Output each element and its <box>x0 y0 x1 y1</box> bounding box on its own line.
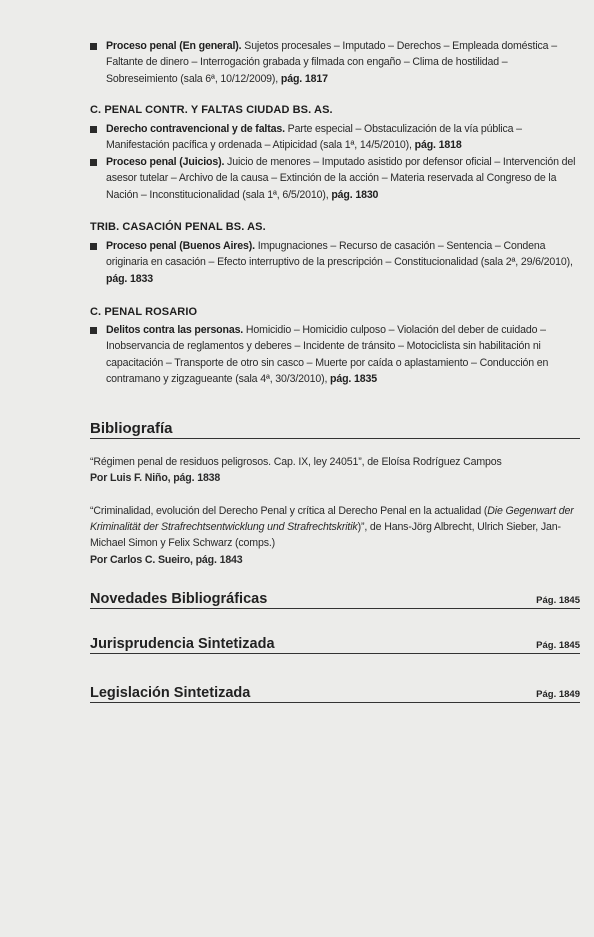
section-name: Jurisprudencia Sintetizada <box>90 636 275 652</box>
court-heading: C. PENAL ROSARIO <box>90 306 198 318</box>
index-entry-delitos-contra-las-personas <box>90 322 580 388</box>
entry-body: Sujetos procesales – Imputado – Derechos – Empleada doméstica – Faltante de dinero – Interrogación grabada y filmada con engaño – Clima de hostilidad – Sobreseimiento (sala 6ª, 10/12/2009), <box>106 40 557 85</box>
section-jurisprudencia-sintetizada <box>90 630 580 654</box>
entry-heading: Delitos contra las personas. <box>106 324 244 336</box>
entry-body: Parte especial – Obstaculización de la vía pública – Manifestación pacífica y ordenada – Atipicidad (sala 1ª, 14/5/2010), <box>106 123 522 152</box>
entry-page: pág. 1835 <box>330 373 377 386</box>
section-rule <box>90 702 580 703</box>
bibliography-text: “Criminalidad, evolución del Derecho Penal y crítica al Derecho Penal en la actualidad ( <box>90 505 488 517</box>
court-heading: TRIB. CASACIÓN PENAL BS. AS. <box>90 221 266 233</box>
entry-body: Homicidio – Homicidio culposo – Violación del deber de cuidado – Inobservancia de reglamentos y deberes – Incidente de tránsito – Motociclista sin habilitación ni capacitación – Transporte de otro sin casco – Muerte por caída o aplastamiento – Conducción en contramano y zigzagueante (sala 4ª, 30/3/2010), <box>106 324 549 386</box>
bibliography-text: “Régimen penal de residuos peligrosos. Cap. IX, ley 24051”, de Eloísa Rodríguez Campos <box>90 456 502 468</box>
section-novedades-bibliograficas <box>90 585 580 609</box>
bibliography-italic-title: Die Gegenwart der Kriminalität der Strafrechtsentwicklung und Strafrechtskritik <box>90 505 574 534</box>
entry-page: pág. 1833 <box>106 272 153 285</box>
entry-page: pág. 1830 <box>331 188 379 201</box>
bibliography-author: Por Luis F. Niño, pág. 1838 <box>90 472 221 485</box>
entry-heading: Proceso penal (En general). <box>106 40 242 52</box>
bullet-icon <box>90 159 97 166</box>
section-rule <box>90 653 580 654</box>
section-rule <box>90 608 580 609</box>
entry-body: Impugnaciones – Recurso de casación – Sentencia – Condena originaria en casación – Efecto interruptivo de la prescripción – Constitucionalidad (sala 2ª, 29/6/2010), <box>106 240 573 269</box>
entry-page: pág. 1818 <box>414 139 462 152</box>
bullet-icon <box>90 126 97 133</box>
bullet-icon <box>90 243 97 250</box>
entry-page: pág. 1817 <box>280 72 328 85</box>
court-heading: C. PENAL CONTR. Y FALTAS CIUDAD BS. AS. <box>90 104 333 116</box>
entry-heading: Derecho contravencional y de faltas. <box>106 123 285 135</box>
section-page: Pág. 1849 <box>536 689 580 700</box>
entry-heading: Proceso penal (Juicios). <box>106 156 225 168</box>
entry-heading: Proceso penal (Buenos Aires). <box>106 240 255 252</box>
bullet-icon <box>90 43 97 50</box>
section-rule <box>90 438 580 439</box>
entry-body: Juicio de menores – Imputado asistido por defensor oficial – Intervención del asesor tutelar – Archivo de la causa – Extinción de la acción – Materia reservada al Congreso de la Nación – Inconstitucionalidad (sala 1ª, 6/5/2010), <box>106 156 576 201</box>
bibliography-item <box>90 454 582 486</box>
bibliography-item <box>90 503 582 568</box>
index-entry-proceso-penal-general <box>90 38 580 87</box>
section-page: Pág. 1845 <box>536 640 580 651</box>
bibliography-author: Por Carlos C. Sueiro, pág. 1843 <box>90 553 243 566</box>
section-name: Legislación Sintetizada <box>90 685 251 701</box>
section-legislacion-sintetizada <box>90 679 580 703</box>
index-entry-proceso-penal-buenos-aires <box>90 238 580 287</box>
bibliografia-title: Bibliografía <box>90 420 173 437</box>
index-entry-proceso-penal-juicios <box>90 154 580 203</box>
section-page: Pág. 1845 <box>536 595 580 606</box>
bullet-icon <box>90 327 97 334</box>
index-entry-derecho-contravencional <box>90 121 580 154</box>
section-name: Novedades Bibliográficas <box>90 591 268 607</box>
bibliography-text: )”, de Hans-Jörg Albrecht, Ulrich Sieber, Jan-Michael Simon y Felix Schwarz (comps.) <box>90 521 561 550</box>
